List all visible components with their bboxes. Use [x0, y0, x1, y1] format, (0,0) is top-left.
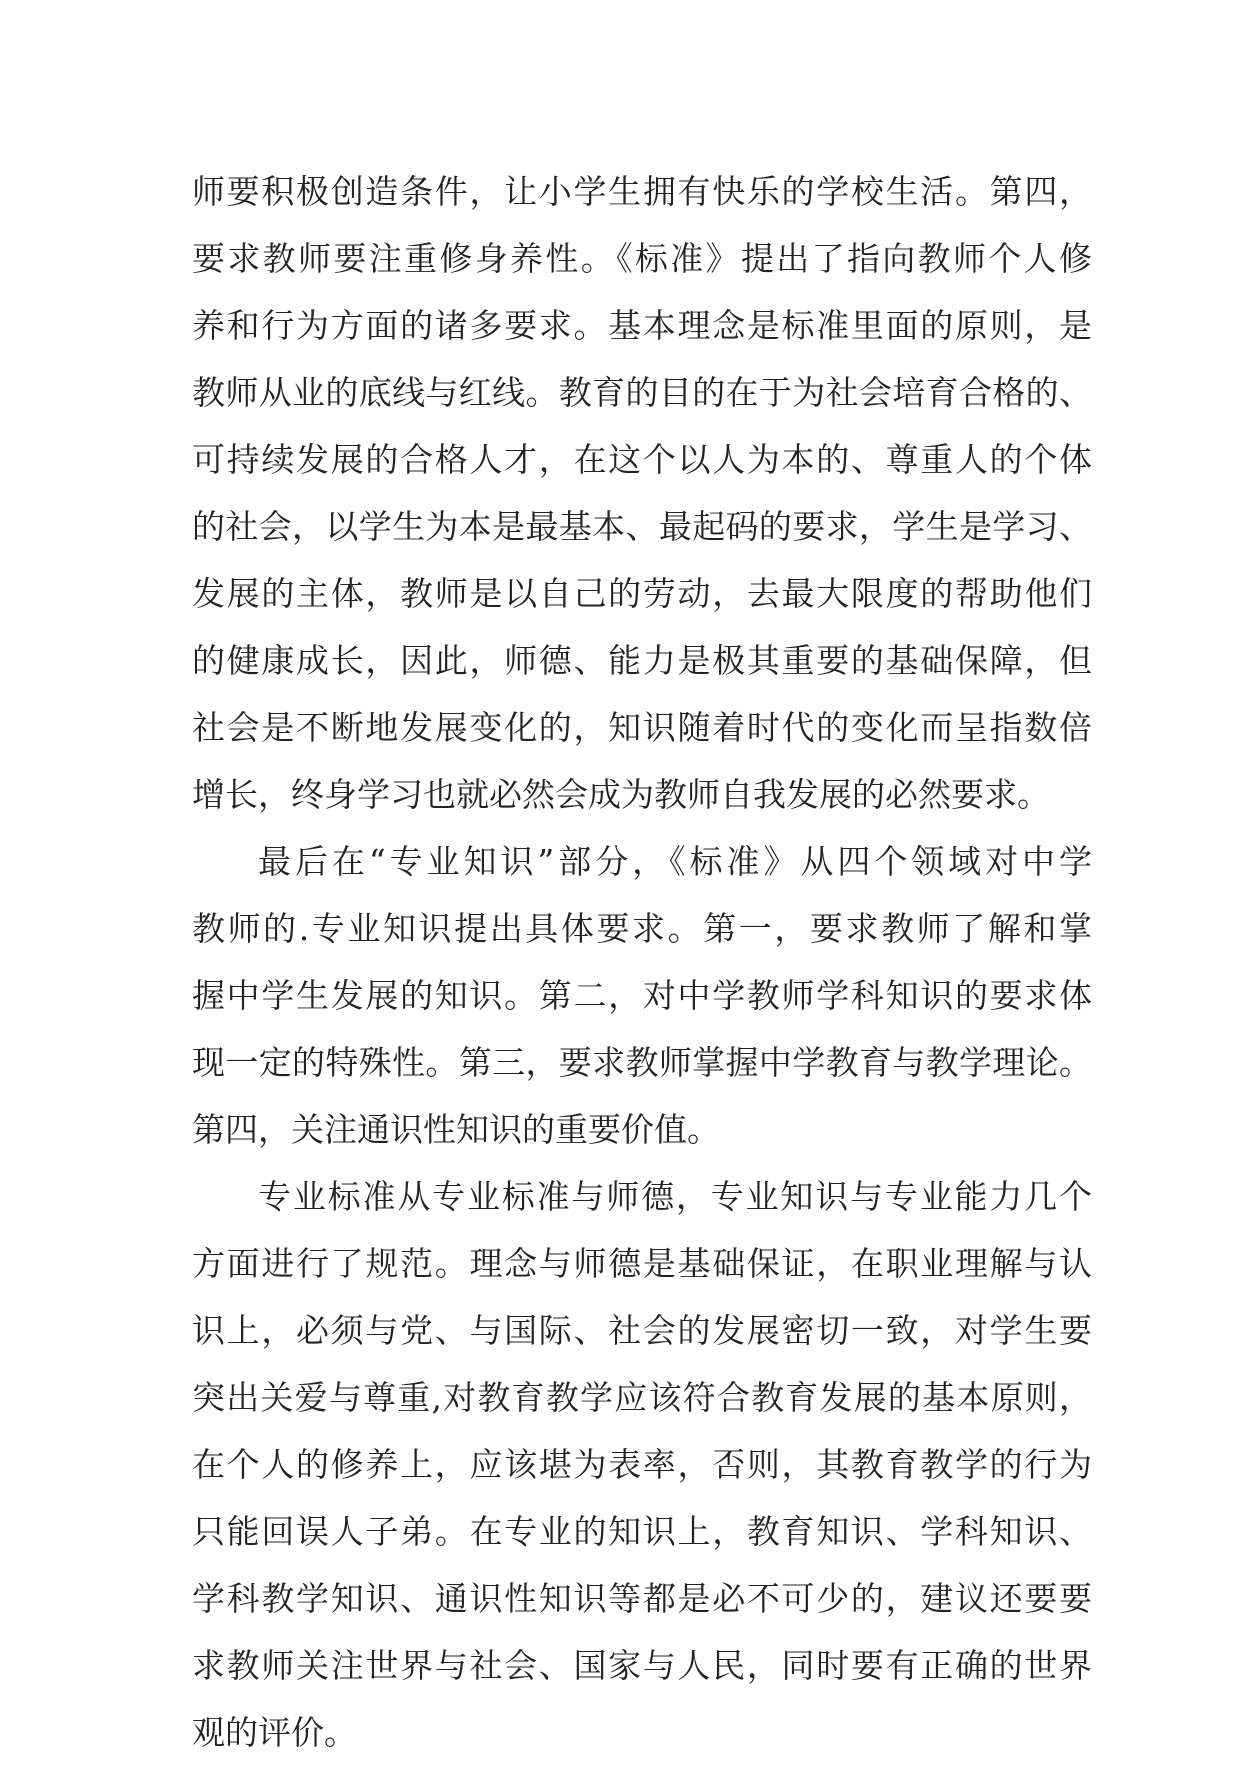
paragraph-line: 第四，关注通识性知识的重要价值。	[192, 1110, 720, 1149]
paragraph-line: 教师的.专业知识提出具体要求。第一，要求教师了解和掌	[192, 909, 1092, 948]
paragraph-line: 的健康成长，因此，师德、能力是极其重要的基础保障，但	[192, 641, 1092, 680]
paragraph-summary	[192, 1163, 1092, 1766]
paragraph-continuation	[192, 158, 1092, 828]
paragraph-line: 方面进行了规范。理念与师德是基础保证，在职业理解与认	[192, 1244, 1092, 1283]
paragraph-line: 要求教师要注重修身养性。《标准》提出了指向教师个人修	[192, 239, 1092, 278]
paragraph-line: 识上，必须与党、与国际、社会的发展密切一致，对学生要	[192, 1311, 1092, 1350]
paragraph-line: 的社会，以学生为本是最基本、最起码的要求，学生是学习、	[192, 507, 1092, 546]
paragraph-line: 只能回误人子弟。在专业的知识上，教育知识、学科知识、	[192, 1512, 1092, 1551]
paragraph-line: 可持续发展的合格人才，在这个以人为本的、尊重人的个体	[192, 440, 1092, 479]
paragraph-line: 社会是不断地发展变化的，知识随着时代的变化而呈指数倍	[192, 708, 1092, 747]
paragraph-line: 教师从业的底线与红线。教育的目的在于为社会培育合格的、	[192, 373, 1092, 412]
paragraph-line: 观的评价。	[192, 1713, 357, 1752]
paragraph-line: 突出关爱与尊重,对教育教学应该符合教育发展的基本原则，	[192, 1378, 1092, 1417]
paragraph-line: 在个人的修养上，应该堪为表率，否则，其教育教学的行为	[192, 1445, 1092, 1484]
paragraph-line: 握中学生发展的知识。第二，对中学教师学科知识的要求体	[192, 976, 1092, 1015]
paragraph-line: 发展的主体，教师是以自己的劳动，去最大限度的帮助他们	[192, 574, 1092, 613]
paragraph-line: 现一定的特殊性。第三，要求教师掌握中学教育与教学理论。	[192, 1043, 1092, 1082]
paragraph-line: 专业标准从专业标准与师德，专业知识与专业能力几个	[258, 1177, 1092, 1216]
document-body	[192, 158, 1092, 1766]
paragraph-line: 学科教学知识、通识性知识等都是必不可少的，建议还要要	[192, 1579, 1092, 1618]
paragraph-line: 养和行为方面的诸多要求。基本理念是标准里面的原则，是	[192, 306, 1092, 345]
paragraph-line: 增长，终身学习也就必然会成为教师自我发展的必然要求。	[192, 775, 1050, 814]
paragraph-line: 师要积极创造条件，让小学生拥有快乐的学校生活。第四，	[192, 172, 1092, 211]
paragraph-professional-knowledge	[192, 828, 1092, 1163]
paragraph-line: 求教师关注世界与社会、国家与人民，同时要有正确的世界	[192, 1646, 1092, 1685]
paragraph-line: 最后在“专业知识”部分，《标准》从四个领域对中学	[258, 842, 1092, 881]
